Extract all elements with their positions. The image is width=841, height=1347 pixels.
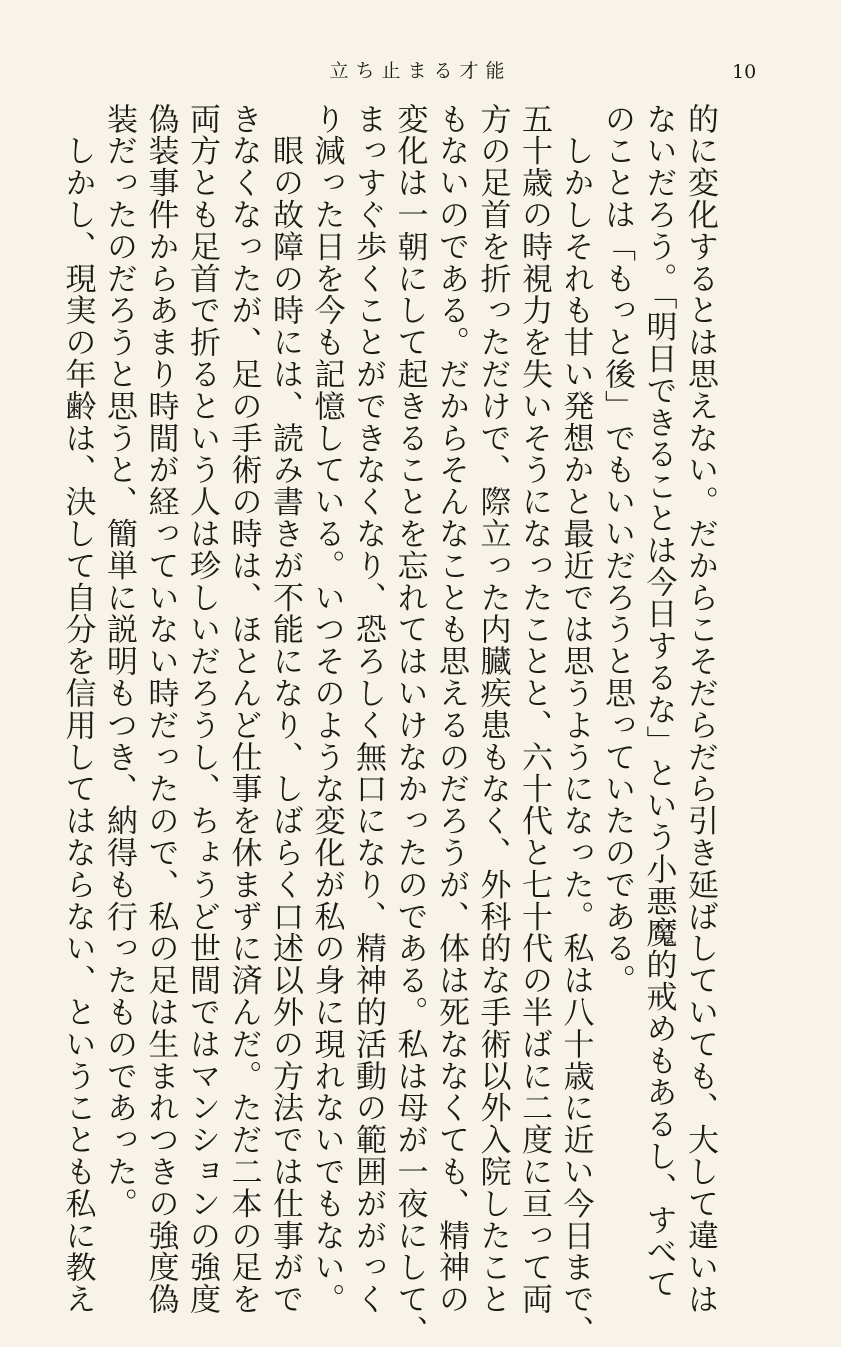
text-line: り減った日を今も記憶している。いつそのような変化が私の身に現れないでもない。 (308, 103, 345, 1316)
vertical-body-text (59, 103, 720, 1347)
text-line: 変化は一朝にして起きることを忘れてはいけなかったのである。私は母が一夜にして、 (391, 103, 428, 1347)
text-line: 装だったのだろうと思うと、簡単に説明もつき、納得も行ったものであった。 (101, 103, 137, 1220)
text-line: 五十歳の時視力を失いそうになったことと、六十代と七十代の半ばに二度に亘って両 (516, 103, 552, 1316)
text-line: しかしそれも甘い発想かと最近では思うようになった。私は八十歳に近い今日まで、 (557, 103, 594, 1347)
text-line: きなくなったが、足の手術の時は、ほとんど仕事を休まずに済んだ。ただ二本の足を (225, 103, 262, 1316)
text-line: しかし、現実の年齢は、決して自分を信用してはならない、ということも私に教え (59, 103, 96, 1316)
text-line: もないのである。だからそんなことも思えるのだろうが、体は死ななくても、精神の (433, 103, 469, 1316)
text-line: 両方とも足首で折るという人は珍しいだろうし、ちょうど世間ではマンションの強度 (184, 103, 220, 1316)
text-line: のことは「もっと後」でもいいだろうと思っていたのである。 (599, 103, 635, 997)
text-line: まっすぐ歩くことができなくなり、恐ろしく無口になり、精神的活動の範囲ががっく (350, 103, 386, 1316)
text-line: 眼の故障の時には、読み書きが不能になり、しばらく口述以外の方法では仕事がで (267, 103, 303, 1316)
page-number: 10 (732, 61, 757, 83)
text-line: ないだろう。「明日できることは今日するな」という小悪魔的戒めもあるし、すべて (640, 103, 677, 1300)
text-line: 偽装事件からあまり時間が経っていない時だったので、私の足は生まれつきの強度偽 (142, 103, 179, 1316)
text-line: 的に変化するとは思えない。だからこそだらだら引き延ばしていても、大して違いは (682, 103, 718, 1316)
running-title: 立ち止まる才能 (329, 60, 512, 82)
text-line: 方の足首を折っただけで、際立った内臓疾患もなく、外科的な手術以外入院したこと (474, 103, 511, 1316)
